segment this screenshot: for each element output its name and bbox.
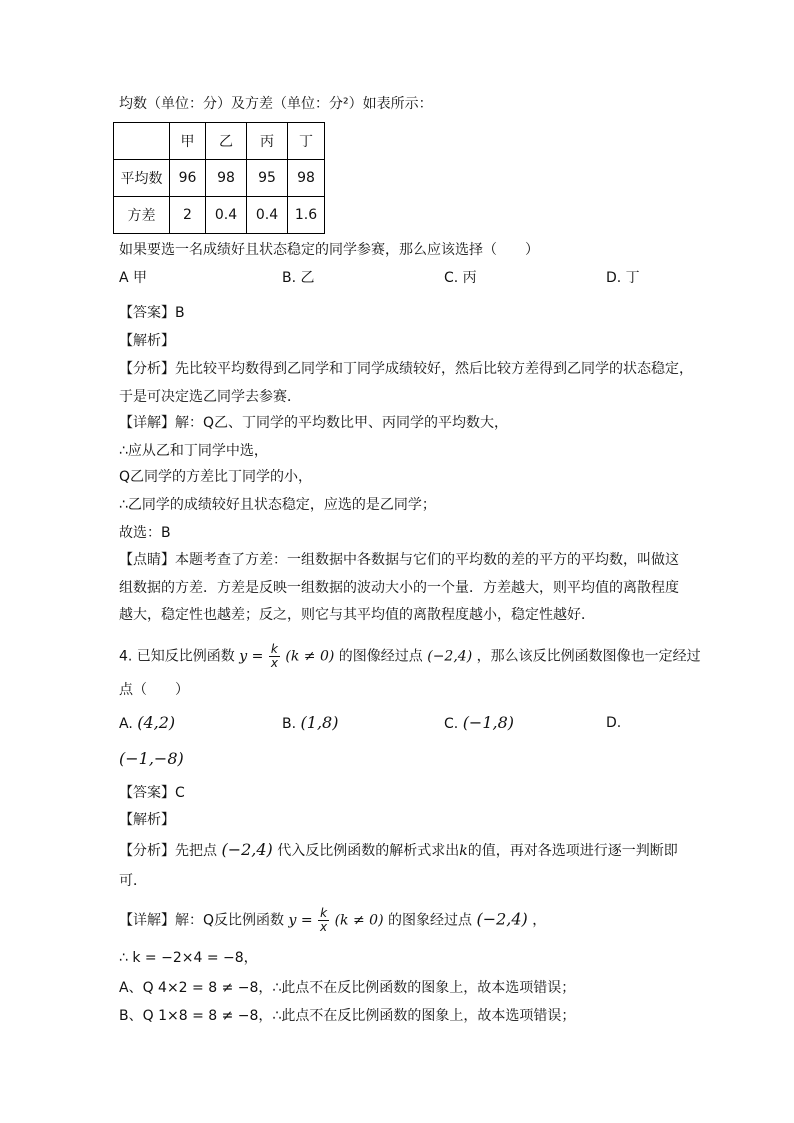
q4-detail-function-lhs: y = (288, 912, 313, 929)
q4-detail-condition: (k ≠ 0) (334, 912, 384, 929)
table-cell: 丁 (288, 123, 325, 160)
q4-fenxi-line1 (119, 840, 678, 861)
table-cell: 98 (206, 160, 247, 197)
q3-choose: 故选：B (119, 525, 171, 541)
intro-text: 均数（单位：分）及方差（单位：分²）如表所示： (119, 96, 433, 112)
q3-dianjing-line3: 越大，稳定性也越差；反之，则它与其平均值的离散程度越小，稳定性越好． (119, 607, 595, 623)
q3-option-a: A 甲 (119, 270, 148, 286)
q4-option-a (119, 713, 175, 734)
q3-question: 如果要选一名成绩好且状态稳定的同学参赛，那么应该选择（ ） (119, 242, 539, 258)
q4-detail-line1 (119, 907, 546, 934)
q3-fenxi-line1: 【分析】先比较平均数得到乙同学和丁同学成绩较好，然后比较方差得到乙同学的状态稳定， (119, 361, 693, 377)
q4-step1: ∴ k = −2×4 = −8， (119, 950, 258, 966)
q4-option-b (282, 713, 338, 734)
text-span: 的值，再对各选项进行逐一判断即 (467, 843, 678, 859)
q4-question-line1 (119, 643, 701, 670)
table-cell: 96 (170, 160, 206, 197)
table-cell: 平均数 (114, 160, 170, 197)
q3-option-c: C. 丙 (444, 270, 477, 286)
q4-fenxi-k: k (459, 843, 468, 859)
q3-detail-line4: ∴乙同学的成绩较好且状态稳定，应选的是乙同学； (119, 497, 436, 513)
q4-option-c (444, 713, 514, 734)
table-cell: 2 (170, 197, 206, 234)
q4-answer: 【答案】C (119, 785, 185, 801)
table-cell: 丙 (247, 123, 288, 160)
text-span: 【详解】解：Q反比例函数 (119, 912, 285, 929)
q4-fenxi-point: (−2,4) (221, 840, 273, 859)
q4-detail-fraction (318, 907, 329, 934)
stats-table (113, 122, 325, 234)
q3-detail-line3: Q乙同学的方差比丁同学的小， (119, 469, 313, 485)
q3-analysis-title: 【解析】 (119, 333, 175, 349)
q3-fenxi-line2: 于是可决定选乙同学去参赛． (119, 389, 301, 405)
table-row (114, 160, 325, 197)
option-letter: C. (444, 716, 459, 732)
q3-dianjing-line1: 【点睛】本题考查了方差：一组数据中各数据与它们的平均数的差的平方的平均数，叫做这 (119, 552, 679, 568)
table-cell: 95 (247, 160, 288, 197)
fraction-numerator: k (318, 907, 329, 921)
option-value: (−1,−8) (119, 749, 184, 768)
table-row (114, 197, 325, 234)
table-cell: 甲 (170, 123, 206, 160)
table-cell (114, 123, 170, 160)
q4-condition: (k ≠ 0) (285, 648, 335, 665)
text-span: ， (532, 912, 547, 929)
q4-question-line2: 点（ ） (119, 682, 189, 698)
table-cell: 0.4 (247, 197, 288, 234)
q4-fenxi-line2: 可． (119, 873, 147, 889)
q3-answer: 【答案】B (119, 305, 185, 321)
table-cell: 98 (288, 160, 325, 197)
q4-step3: B、Q 1×8 = 8 ≠ −8，∴此点不在反比例函数的图象上，故本选项错误； (119, 1008, 576, 1024)
table-cell: 乙 (206, 123, 247, 160)
text-span: 【分析】先把点 (119, 843, 217, 859)
q3-option-b: B. 乙 (282, 270, 315, 286)
q4-option-d-letter: D. (606, 715, 622, 731)
option-value: (−1,8) (462, 713, 515, 732)
q4-fraction-numerator: k (269, 643, 280, 657)
q4-question-prefix: 4. 已知反比例函数 (119, 648, 235, 665)
q3-option-d: D. 丁 (606, 270, 640, 286)
option-letter: B. (282, 716, 297, 732)
option-value: (4,2) (137, 713, 176, 732)
q4-question-post: ，那么该反比例函数图像也一定经过 (476, 648, 701, 665)
fraction-denominator: x (320, 920, 328, 934)
q3-detail-line1: 【详解】解：Q乙、丁同学的平均数比甲、丙同学的平均数大， (119, 415, 509, 431)
q3-detail-line2: ∴应从乙和丁同学中选， (119, 443, 268, 459)
q4-detail-point: (−2,4) (476, 909, 528, 929)
table-cell: 0.4 (206, 197, 247, 234)
table-header-row (114, 123, 325, 160)
q4-option-d-value (119, 749, 184, 770)
table-cell: 1.6 (288, 197, 325, 234)
q4-fraction-denominator: x (270, 656, 278, 670)
q4-function-lhs: y = (239, 648, 264, 665)
table-cell: 方差 (114, 197, 170, 234)
text-span: 代入反比例函数的解析式求出 (277, 843, 460, 859)
q4-question-mid: 的图像经过点 (338, 648, 423, 665)
q4-point: (−2,4) (427, 648, 473, 665)
option-letter: A. (119, 716, 133, 732)
q3-dianjing-line2: 组数据的方差．方差是反映一组数据的波动大小的一个量．方差越大，则平均值的离散程度 (119, 580, 679, 596)
text-span: 的图象经过点 (388, 912, 472, 929)
option-value: (1,8) (300, 713, 339, 732)
q4-fraction (269, 643, 280, 670)
q4-step2: A、Q 4×2 = 8 ≠ −8，∴此点不在反比例函数的图象上，故本选项错误； (119, 980, 576, 996)
q4-analysis-title: 【解析】 (119, 812, 175, 828)
